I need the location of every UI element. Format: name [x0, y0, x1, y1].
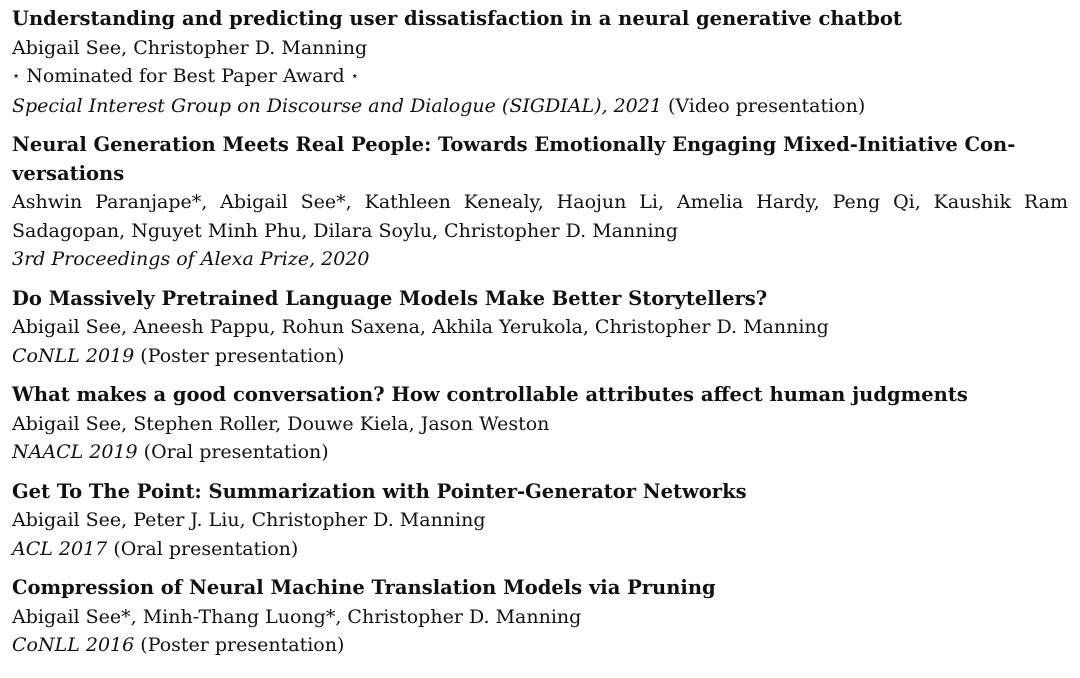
publication-item: [12, 5, 1068, 120]
presentation-link[interactable]: (Poster presentation): [140, 634, 345, 656]
publication-venue: 3rd Proceedings of Alexa Prize, 2020: [12, 248, 370, 270]
publication-item: [12, 478, 1068, 564]
publication-title[interactable]: Compression of Neural Machine Translation Models via Pruning: [12, 576, 716, 599]
publication-title[interactable]: Get To The Point: Summarization with Pointer-Generator Networks: [12, 479, 747, 503]
presentation-link[interactable]: (Oral presentation): [143, 441, 329, 463]
publication-title[interactable]: What makes a good conversation? How controllable attributes affect human judgments: [12, 383, 968, 406]
publication-venue-line: [12, 631, 1068, 660]
award-text: Nominated for Best Paper Award: [26, 65, 345, 87]
publication-venue-line: [12, 438, 1068, 467]
presentation-link[interactable]: (Video presentation): [668, 94, 866, 117]
publication-venue-line: [12, 535, 1068, 564]
award-note: [12, 62, 1068, 92]
publication-authors: Abigail See*, Minh-Thang Luong*, Christopher D. Manning: [12, 605, 582, 628]
presentation-link[interactable]: (Oral presentation): [113, 537, 299, 560]
publication-title-line: Neural Generation Meets Real People: Towards Emotionally Engaging Mixed-Initiative Con-: [12, 133, 1016, 156]
publication-venue: CoNLL 2019: [12, 344, 135, 367]
star-icon: ⋆: [350, 69, 359, 84]
star-icon: ⋆: [12, 69, 21, 84]
publication-authors: Abigail See, Stephen Roller, Douwe Kiela, Jason Weston: [12, 412, 550, 435]
publication-title-line: versations: [12, 161, 125, 185]
publication-authors: Abigail See, Aneesh Pappu, Rohun Saxena, Akhila Yerukola, Christopher D. Manning: [12, 316, 829, 338]
publication-authors: Abigail See, Peter J. Liu, Christopher D. Manning: [12, 509, 486, 531]
publication-title[interactable]: Understanding and predicting user dissatisfaction in a neural generative chatbot: [12, 7, 902, 30]
publication-venue: Special Interest Group on Discourse and Dialogue (SIGDIAL), 2021: [12, 94, 662, 117]
publication-authors: Ashwin Paranjape*, Abigail See*, Kathleen Kenealy, Haojun Li, Amelia Hardy, Peng Qi, Kaushik Ram Sadagopan, Nguyet Minh Phu, Dilara Soylu, Christopher D. Manning: [12, 191, 1068, 242]
publication-venue: NAACL 2019: [12, 441, 138, 463]
presentation-link[interactable]: (Poster presentation): [140, 344, 345, 367]
publication-venue-line: [12, 92, 1068, 121]
publication-venue-line: [12, 245, 1068, 274]
publication-item: [12, 285, 1068, 371]
publication-title[interactable]: [12, 131, 1068, 188]
publication-venue-line: [12, 342, 1068, 371]
publication-item: [12, 131, 1068, 274]
publication-venue: ACL 2017: [12, 537, 108, 560]
publication-title[interactable]: Do Massively Pretrained Language Models Make Better Storytellers?: [12, 286, 768, 310]
publication-venue: CoNLL 2016: [12, 634, 135, 656]
publication-item: [12, 574, 1068, 660]
publication-authors: Abigail See, Christopher D. Manning: [12, 36, 368, 59]
publication-item: [12, 381, 1068, 467]
